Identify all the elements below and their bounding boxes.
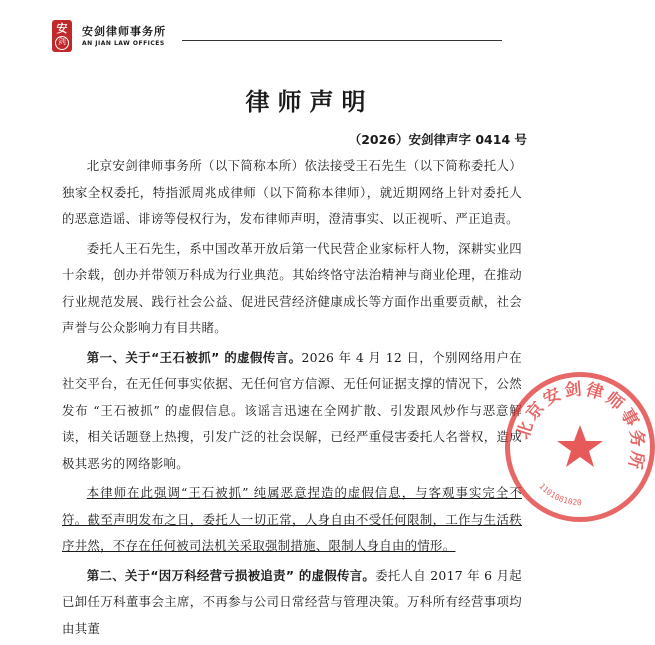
firm-logo	[52, 20, 72, 52]
firm-name-cn: 安剑律师事务所	[82, 24, 166, 38]
svg-text:1101081020	[537, 482, 582, 507]
header-divider	[182, 40, 502, 41]
seal-star-icon	[557, 425, 603, 467]
firm-name-en: AN JIAN LAW OFFICES	[82, 39, 165, 47]
point-two-heading: 第二、关于“因万科经营亏损被追责” 的虚假传言。	[86, 567, 376, 583]
seal-text: 北京安剑律师事务所	[513, 379, 648, 474]
document-number: （2026）安剑律声字 0414 号	[348, 132, 527, 147]
seal-graphic	[510, 377, 650, 517]
logo-char-bottom: 剑	[55, 36, 69, 50]
firm-name-block	[82, 25, 166, 48]
point-two-text: 委托人自 2017 年 6 月起已卸任万科董事会主席，不再参与公司日常经营与管理决策。万科所有经营事项均由其董	[62, 567, 522, 636]
letterhead	[52, 20, 166, 52]
paragraph-clarification: 本律师在此强调“王石被抓” 纯属恶意捏造的虚假信息，与客观事实完全不符。截至声明发布之日，委托人一切正常，人身自由不受任何限制，工作与生活秩序井然，不存在任何被司法机关采取强制措施、限制人身自由的情形。	[62, 485, 522, 553]
logo-char-top: 安	[56, 21, 68, 35]
paragraph-point-one	[62, 345, 522, 478]
paragraph-intro: 北京安剑律师事务所（以下简称本所）依法接受王石先生（以下简称委托人）独家全权委托，特指派周兆成律师（以下简称本律师），就近期网络上针对委托人的恶意造谣、诽谤等侵权行为，发布律师声明，澄清事实、以正视听、严正追责。	[62, 158, 522, 226]
official-seal	[505, 372, 655, 522]
svg-text:北京安剑律师事务所	[513, 378, 648, 474]
paragraph-client: 委托人王石先生，系中国改革开放后第一代民营企业家标杆人物，深耕实业四十余载，创办并带领万科成为行业典范。其始终恪守法治精神与商业伦理，在推动行业规范发展、践行社会公益、促进民营经济健康成长等方面作出重要贡献，社会声誉与公众影响力有目共睹。	[62, 240, 522, 335]
point-one-heading: 第一、关于“王石被抓” 的虚假传言。	[86, 349, 302, 365]
point-one-text: 2026 年 4 月 12 日，个别网络用户在社交平台，在无任何事实依据、无任何官方信源、无任何证据支撑的情况下，公然发布 “王石被抓” 的虚假信息。该谣言迅速在全网扩散、引发跟风炒作与恶意解读，相关话题登上热搜，引发广泛的社会误解，已经严重侵害委托人名誉权，造成极其恶劣的网络影响。	[62, 349, 522, 471]
document-body	[62, 153, 522, 645]
document-title: 律师声明	[245, 88, 374, 116]
paragraph-point-two	[62, 563, 522, 643]
seal-code: 1101081020	[537, 481, 582, 508]
